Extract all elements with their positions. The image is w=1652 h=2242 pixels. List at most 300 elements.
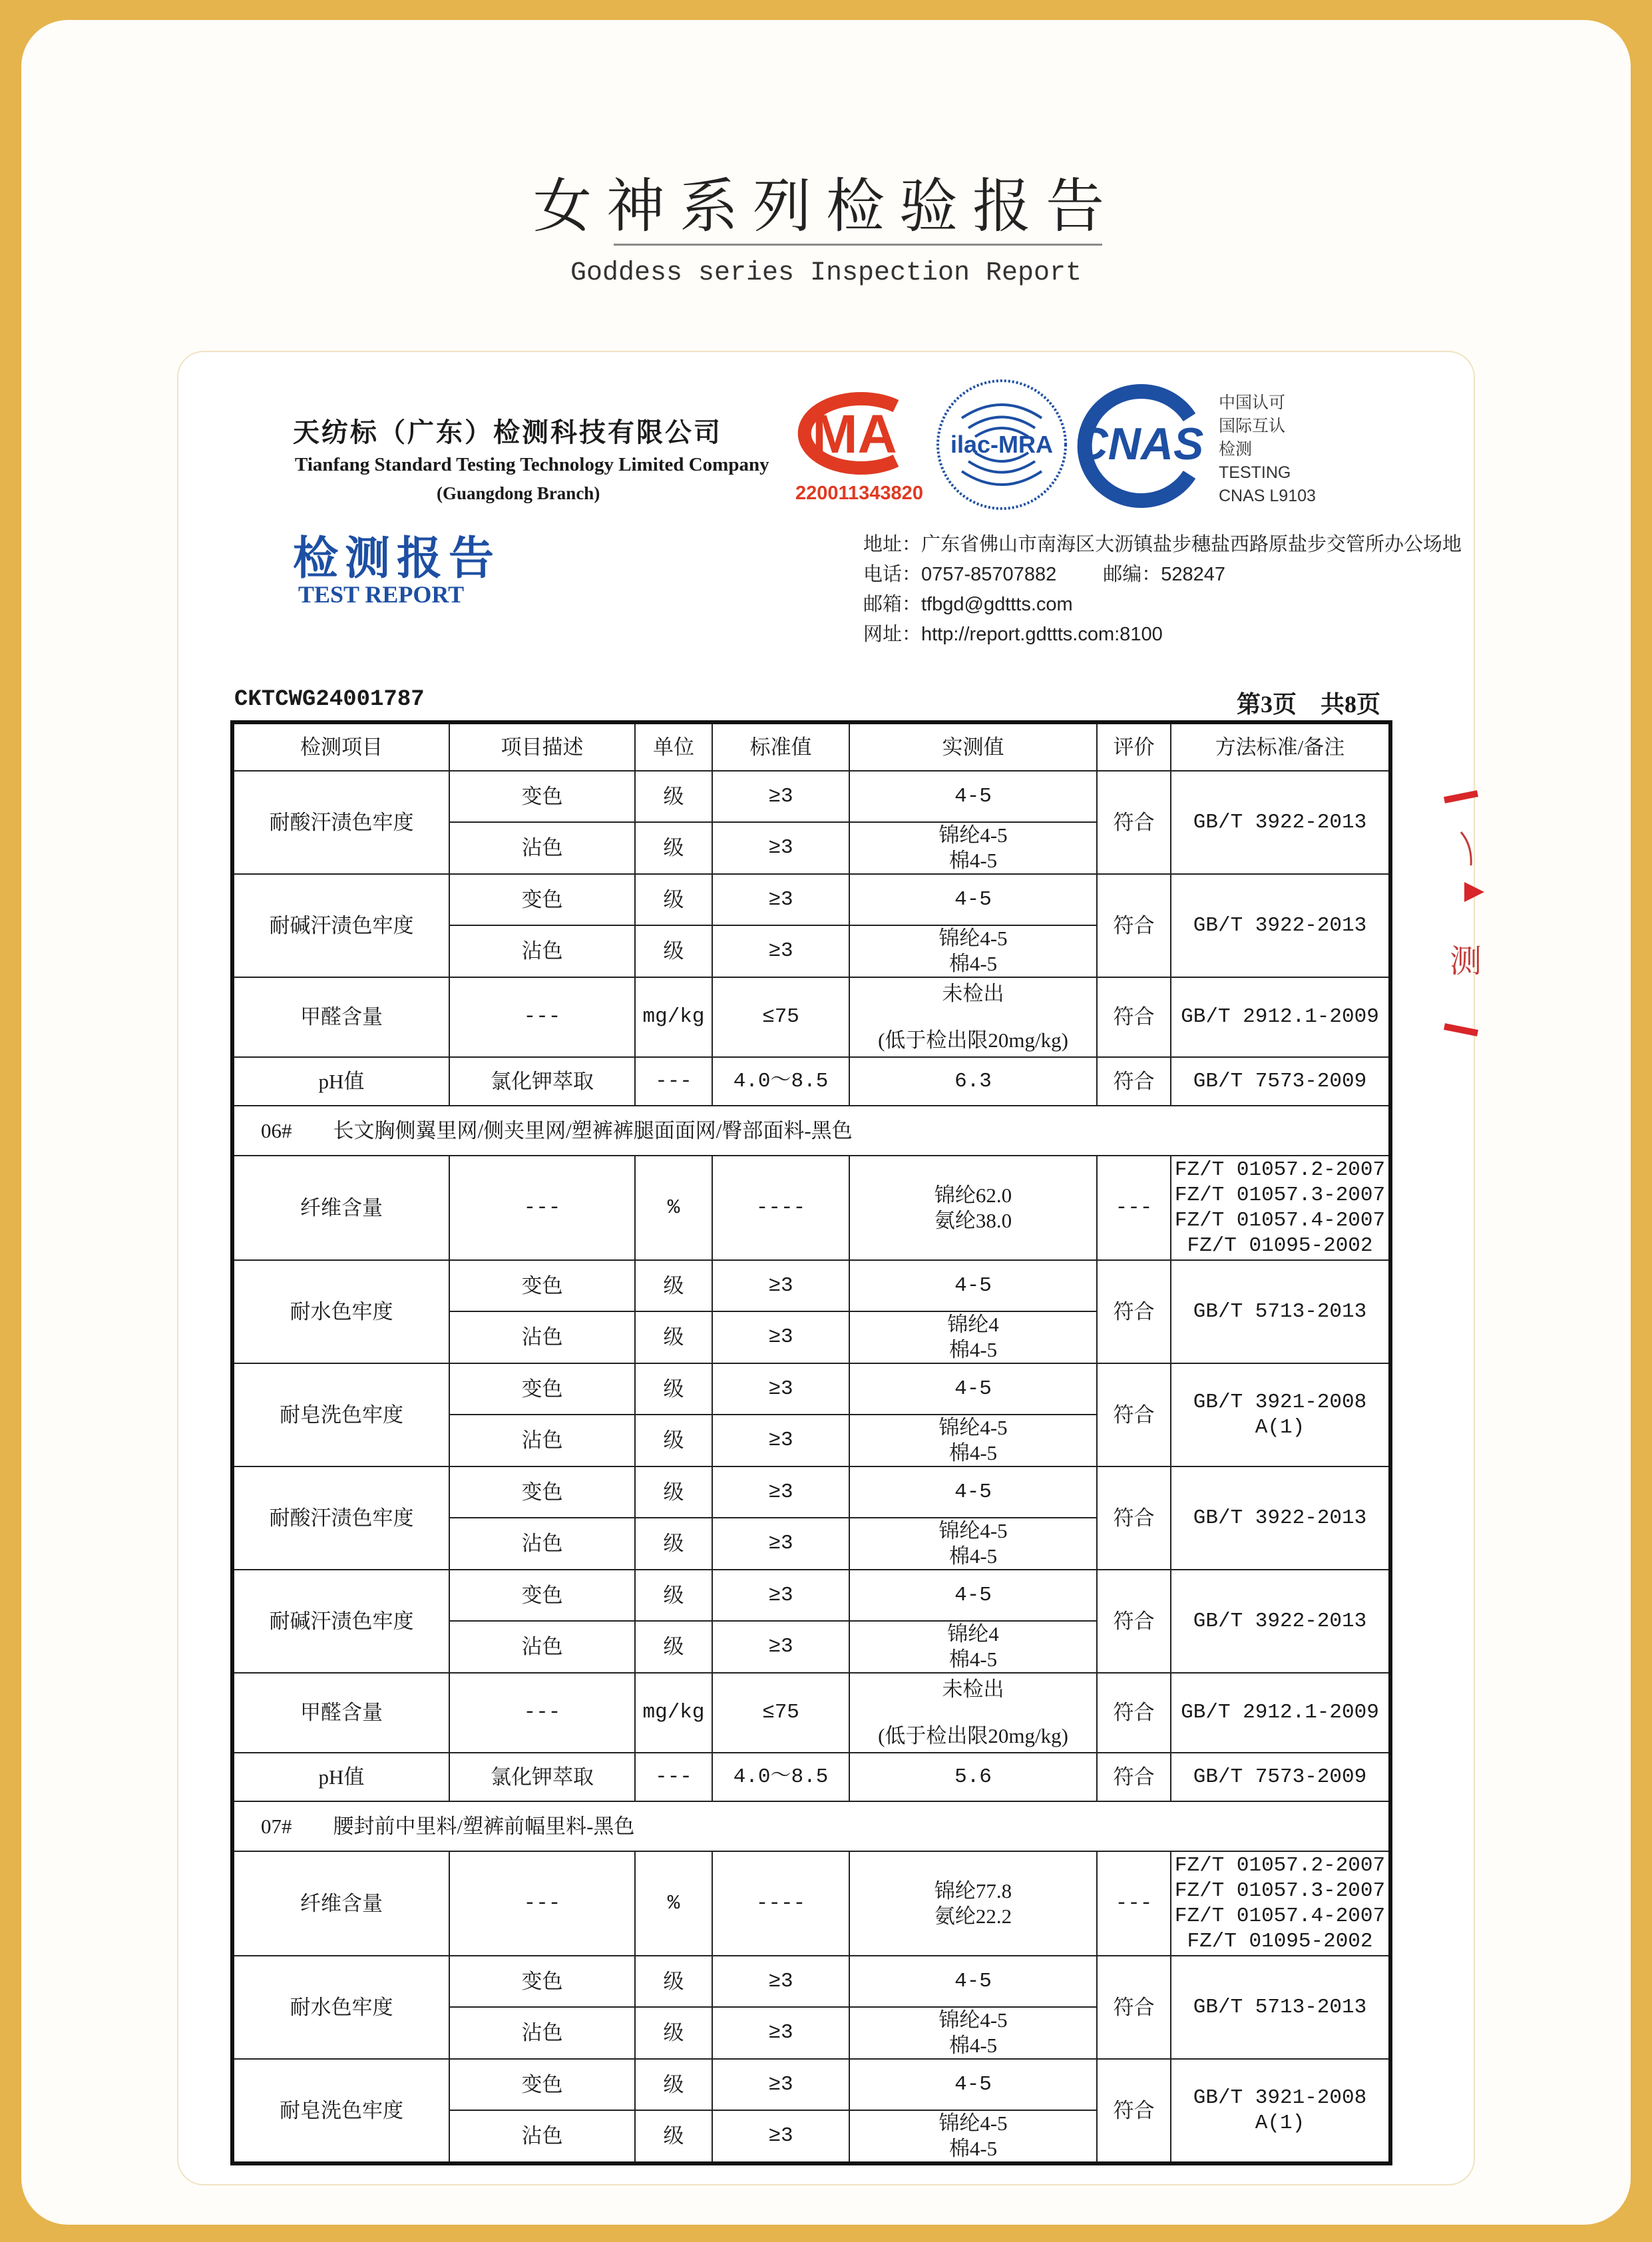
stamp-text: 测: [1450, 944, 1482, 979]
standard-value-line: ≥3: [768, 1583, 793, 1607]
column-header-line: 评价: [1113, 735, 1155, 759]
table-row: [232, 1057, 1390, 1106]
unit: [635, 925, 712, 977]
standard-value: [712, 925, 849, 977]
measured-value: [849, 1363, 1097, 1415]
measured-value-line: 棉4-5: [948, 1648, 998, 1671]
unit-line: 级: [663, 2021, 684, 2044]
unit: [635, 822, 712, 874]
evaluation-line: ---: [1115, 1891, 1153, 1915]
test-item-line: 耐皂洗色牢度: [280, 2098, 403, 2122]
evaluation-line: 符合: [1113, 1765, 1155, 1789]
ilac-logo-text: ilac-MRA: [950, 431, 1054, 458]
method-standard-line: GB/T 5713-2013: [1193, 1299, 1367, 1323]
table-row: [232, 1753, 1390, 1801]
method-standard: [1171, 1956, 1390, 2059]
method-standard: [1171, 1570, 1390, 1673]
measured-value-line: 5.6: [954, 1765, 992, 1789]
evaluation: [1097, 1466, 1171, 1570]
item-description-line: 沾色: [521, 1532, 563, 1555]
standard-value-line: ≥3: [768, 1969, 793, 1993]
standard-value: [712, 1621, 849, 1673]
item-description: [449, 1260, 635, 1311]
item-description: [449, 1363, 635, 1415]
item-description-line: 变色: [521, 784, 563, 808]
test-item: [232, 1851, 449, 1956]
standard-value: [712, 1851, 849, 1956]
unit: [635, 1311, 712, 1363]
item-description-line: 沾色: [521, 939, 563, 963]
unit: [635, 874, 712, 925]
unit-line: 级: [663, 784, 684, 808]
item-description: [449, 874, 635, 925]
column-header: [449, 722, 635, 771]
evaluation: [1097, 1363, 1171, 1466]
standard-value-line: ≤75: [762, 1701, 799, 1724]
measured-value-line: (低于检出限20mg/kg): [878, 1028, 1068, 1052]
measured-value-line: 棉4-5: [948, 2137, 998, 2160]
cnas-line: 中国认可: [1219, 393, 1286, 412]
item-description-line: 沾色: [521, 836, 563, 859]
measured-value-line: 棉4-5: [948, 2034, 998, 2057]
method-standard-line: GB/T 3921-2008: [1193, 2086, 1367, 2110]
cnas-line: TESTING: [1219, 463, 1291, 482]
unit-line: 级: [663, 2124, 684, 2147]
evaluation: [1097, 1570, 1171, 1673]
item-description: [449, 1156, 635, 1260]
unit: [635, 1415, 712, 1466]
measured-value-line: 锦纶4-5: [938, 1519, 1008, 1542]
unit-line: 级: [663, 2072, 684, 2096]
unit-line: mg/kg: [642, 1701, 705, 1724]
test-item: [232, 1057, 449, 1106]
evaluation-line: 符合: [1113, 1995, 1155, 2019]
unit-line: 级: [663, 1532, 684, 1555]
item-description: [449, 1570, 635, 1621]
measured-value: [849, 1851, 1097, 1956]
evaluation: [1097, 1673, 1171, 1753]
test-item-line: 耐水色牢度: [290, 1299, 393, 1323]
measured-value-line: 棉4-5: [948, 952, 998, 975]
item-description: [449, 771, 635, 822]
method-standard: [1171, 977, 1390, 1057]
evaluation-line: 符合: [1113, 1005, 1155, 1028]
unit: [635, 2007, 712, 2059]
item-description: [449, 2110, 635, 2163]
standard-value: [712, 2110, 849, 2163]
table-row: [232, 1106, 1390, 1156]
standard-value: [712, 1415, 849, 1466]
measured-value: [849, 1057, 1097, 1106]
item-description: [449, 2059, 635, 2110]
report-number: CKTCWG24001787: [234, 687, 425, 712]
unit: [635, 977, 712, 1057]
method-standard: [1171, 1851, 1390, 1956]
method-standard-line: GB/T 3922-2013: [1193, 913, 1367, 937]
measured-value-line: 4-5: [954, 1273, 992, 1297]
company-name-cn: 天纺标（广东）检测科技有限公司: [293, 417, 722, 447]
website: 网址：http://report.gdttts.com:8100: [863, 624, 1163, 645]
unit: [635, 1466, 712, 1518]
item-description-line: 沾色: [521, 1635, 563, 1658]
method-standard: [1171, 771, 1390, 874]
table-row: [232, 1363, 1390, 1415]
measured-value: [849, 2007, 1097, 2059]
standard-value: [712, 1260, 849, 1311]
test-item-line: 纤维含量: [300, 1196, 383, 1220]
standard-value: [712, 1570, 849, 1621]
measured-value-line: 锦纶4-5: [938, 823, 1008, 847]
standard-value-line: ≥3: [768, 1325, 793, 1349]
standard-value-line: 4.0～8.5: [733, 1069, 829, 1093]
evaluation: [1097, 1260, 1171, 1363]
measured-value: [849, 925, 1097, 977]
standard-value: [712, 977, 849, 1057]
item-description-line: 沾色: [521, 1325, 563, 1349]
standard-value-line: ≤75: [762, 1005, 799, 1028]
standard-value: [712, 822, 849, 874]
cnas-line: CNAS L9103: [1219, 487, 1316, 505]
standard-value: [712, 1956, 849, 2007]
test-item: [232, 1753, 449, 1801]
contact-block: [863, 530, 1462, 650]
test-item-line: 耐酸汗渍色牢度: [269, 810, 414, 834]
unit-line: 级: [663, 1273, 684, 1297]
measured-value: [849, 1518, 1097, 1570]
method-standard-line: FZ/T 01057.3-2007: [1174, 1183, 1386, 1207]
item-description: [449, 2007, 635, 2059]
unit: [635, 1363, 712, 1415]
unit-line: %: [667, 1196, 680, 1220]
column-header: [849, 722, 1097, 771]
table-row: [232, 1156, 1390, 1260]
cma-logo-text: MA: [812, 404, 897, 465]
evaluation-line: ---: [1115, 1196, 1153, 1220]
table-row: [232, 1673, 1390, 1753]
table-row: [232, 1851, 1390, 1956]
item-description: [449, 977, 635, 1057]
evaluation-line: 符合: [1113, 1506, 1155, 1530]
table-row: [232, 1466, 1390, 1518]
column-header: [1171, 722, 1390, 771]
evaluation-line: 符合: [1113, 1069, 1155, 1093]
measured-value: [849, 1260, 1097, 1311]
table-header-row: [232, 722, 1390, 771]
method-standard: [1171, 1466, 1390, 1570]
column-header: [232, 722, 449, 771]
measured-value-line: 锦纶4-5: [938, 2008, 1008, 2032]
standard-value: [712, 874, 849, 925]
standard-value: [712, 1311, 849, 1363]
standard-value-line: ----: [755, 1891, 806, 1915]
measured-value-line: 4-5: [954, 1377, 992, 1401]
test-item-line: pH值: [318, 1765, 365, 1789]
evaluation-line: 符合: [1113, 2098, 1155, 2122]
measured-value-line: 锦纶4-5: [938, 1416, 1008, 1439]
test-item-line: 耐碱汗渍色牢度: [269, 1609, 414, 1633]
measured-value-line: 锦纶4: [947, 1622, 999, 1646]
unit-line: 级: [663, 1429, 684, 1452]
method-standard-line: GB/T 2912.1-2009: [1181, 1701, 1379, 1724]
standard-value: [712, 1363, 849, 1415]
standard-value-line: 4.0～8.5: [733, 1765, 829, 1789]
standard-value-line: ----: [755, 1196, 806, 1220]
standard-value-line: ≥3: [768, 784, 793, 808]
unit: [635, 1156, 712, 1260]
test-item: [232, 1673, 449, 1753]
test-item-line: 耐皂洗色牢度: [280, 1403, 403, 1427]
unit: [635, 1851, 712, 1956]
cnas-logo-text: CNAS: [1075, 419, 1204, 469]
method-standard: [1171, 1057, 1390, 1106]
measured-value-line: 4-5: [954, 2072, 992, 2096]
method-standard: [1171, 1753, 1390, 1801]
test-item: [232, 1570, 449, 1673]
page-title: 女神系列检验报告: [532, 172, 1119, 240]
method-standard-line: FZ/T 01095-2002: [1187, 1929, 1373, 1953]
results-table: [230, 720, 1392, 2165]
unit-line: 级: [663, 1969, 684, 1993]
standard-value-line: ≥3: [768, 1480, 793, 1504]
measured-value: [849, 1311, 1097, 1363]
item-description: [449, 822, 635, 874]
method-standard-line: GB/T 3921-2008: [1193, 1390, 1367, 1414]
measured-value-line: 锦纶4-5: [938, 927, 1008, 950]
column-header: [712, 722, 849, 771]
method-standard-line: GB/T 3922-2013: [1193, 1506, 1367, 1530]
measured-value: [849, 977, 1097, 1057]
measured-value-line: 4-5: [954, 784, 992, 808]
evaluation: [1097, 1956, 1171, 2059]
report-title-en: TEST REPORT: [298, 581, 465, 608]
standard-value: [712, 1518, 849, 1570]
table-row: [232, 1956, 1390, 2007]
method-standard-line: FZ/T 01095-2002: [1187, 1233, 1373, 1257]
measured-value: [849, 822, 1097, 874]
standard-value: [712, 2059, 849, 2110]
standard-value-line: ≥3: [768, 836, 793, 859]
measured-value: [849, 1621, 1097, 1673]
test-item-line: 耐碱汗渍色牢度: [269, 913, 414, 937]
evaluation: [1097, 1156, 1171, 1260]
measured-value-line: 棉4-5: [948, 1338, 998, 1361]
test-item: [232, 1956, 449, 2059]
measured-value-line: 未检出: [942, 982, 1004, 1005]
test-item: [232, 1363, 449, 1466]
item-description-line: 变色: [521, 1377, 563, 1401]
unit-line: 级: [663, 1480, 684, 1504]
measured-value-line: 棉4-5: [948, 1441, 998, 1464]
unit-line: 级: [663, 836, 684, 859]
measured-value: [849, 771, 1097, 822]
standard-value-line: ≥3: [768, 1273, 793, 1297]
method-standard-line: GB/T 7573-2009: [1193, 1069, 1367, 1093]
ilac-mra-logo: [935, 378, 1068, 511]
item-description: [449, 1518, 635, 1570]
item-description: [449, 1673, 635, 1753]
evaluation: [1097, 771, 1171, 874]
standard-value: [712, 1673, 849, 1753]
standard-value-line: ≥3: [768, 2124, 793, 2147]
measured-value-line: 棉4-5: [948, 1544, 998, 1568]
method-standard-line: A(1): [1255, 1415, 1305, 1439]
item-description: [449, 1415, 635, 1466]
cnas-line: 国际互认: [1219, 417, 1286, 435]
test-item: [232, 874, 449, 977]
column-header: [1097, 722, 1171, 771]
table-row: [232, 1260, 1390, 1311]
standard-value: [712, 1466, 849, 1518]
method-standard-line: FZ/T 01057.2-2007: [1174, 1853, 1386, 1877]
method-standard-line: GB/T 3922-2013: [1193, 810, 1367, 834]
unit: [635, 1518, 712, 1570]
measured-value-line: 4-5: [954, 1969, 992, 1993]
unit: [635, 2110, 712, 2163]
item-description-line: 氯化钾萃取: [491, 1765, 594, 1789]
standard-value-line: ≥3: [768, 887, 793, 911]
column-header-line: 实测值: [942, 735, 1004, 759]
method-standard: [1171, 1673, 1390, 1753]
page-subtitle: Goddess series Inspection Report: [570, 258, 1082, 288]
item-description-line: ---: [523, 1701, 561, 1724]
title-divider: [614, 244, 1102, 246]
item-description: [449, 1057, 635, 1106]
item-description-line: 沾色: [521, 2021, 563, 2044]
standard-value: [712, 2007, 849, 2059]
method-standard-line: GB/T 3922-2013: [1193, 1609, 1367, 1633]
unit-line: 级: [663, 1325, 684, 1349]
page-indicator: 第3页 共8页: [1236, 691, 1380, 718]
column-header-line: 检测项目: [300, 735, 383, 759]
evaluation: [1097, 874, 1171, 977]
item-description-line: 沾色: [521, 1429, 563, 1452]
measured-value-line: 锦纶77.8: [934, 1879, 1012, 1903]
unit: [635, 1956, 712, 2007]
unit-line: 级: [663, 1635, 684, 1658]
method-standard-line: GB/T 7573-2009: [1193, 1765, 1367, 1789]
measured-value: [849, 874, 1097, 925]
unit-line: mg/kg: [642, 1005, 705, 1028]
table-row: [232, 977, 1390, 1057]
item-description: [449, 925, 635, 977]
measured-value-line: 氨纶38.0: [934, 1208, 1012, 1232]
standard-value-line: ≥3: [768, 1377, 793, 1401]
evaluation: [1097, 977, 1171, 1057]
test-item: [232, 1466, 449, 1570]
unit: [635, 1570, 712, 1621]
unit: [635, 771, 712, 822]
column-header-line: 单位: [653, 735, 694, 759]
standard-value-line: ≥3: [768, 2021, 793, 2044]
item-description: [449, 1851, 635, 1956]
unit-line: ---: [655, 1765, 692, 1789]
table-row: [232, 874, 1390, 925]
evaluation: [1097, 1753, 1171, 1801]
column-header-line: 标准值: [749, 735, 812, 759]
column-header-line: 项目描述: [501, 735, 584, 759]
test-item: [232, 1156, 449, 1260]
method-standard-line: FZ/T 01057.4-2007: [1174, 1904, 1386, 1928]
item-description-line: 变色: [521, 1583, 563, 1607]
standard-value-line: ≥3: [768, 1532, 793, 1555]
standard-value: [712, 1057, 849, 1106]
unit-line: ---: [655, 1069, 692, 1093]
cma-number: 220011343820: [795, 483, 923, 504]
red-stamp: [1431, 785, 1482, 1052]
postcode: 邮编：528247: [1103, 564, 1225, 585]
email: 邮箱：tfbgd@gdttts.com: [863, 594, 1073, 615]
item-description-line: ---: [523, 1005, 561, 1028]
evaluation-line: 符合: [1113, 810, 1155, 834]
standard-value: [712, 771, 849, 822]
column-header: [635, 722, 712, 771]
evaluation: [1097, 2059, 1171, 2163]
measured-value: [849, 1570, 1097, 1621]
method-standard: [1171, 1363, 1390, 1466]
test-item-line: 耐水色牢度: [290, 1995, 393, 2019]
measured-value: [849, 2059, 1097, 2110]
test-item-line: 甲醛含量: [300, 1005, 383, 1028]
company-branch: (Guangdong Branch): [437, 483, 600, 503]
test-item-line: 甲醛含量: [300, 1701, 383, 1724]
unit: [635, 1753, 712, 1801]
evaluation-line: 符合: [1113, 1403, 1155, 1427]
unit: [635, 2059, 712, 2110]
test-item: [232, 771, 449, 874]
phone: 电话：0757-85707882: [863, 564, 1057, 585]
measured-value-line: 锦纶4: [947, 1313, 999, 1336]
evaluation-line: 符合: [1113, 1609, 1155, 1633]
unit-line: 级: [663, 939, 684, 963]
item-description: [449, 1753, 635, 1801]
table-row: [232, 771, 1390, 822]
method-standard: [1171, 2059, 1390, 2163]
item-description: [449, 1621, 635, 1673]
measured-value-line: 4-5: [954, 1480, 992, 1504]
evaluation-line: 符合: [1113, 913, 1155, 937]
company-name-en: Tianfang Standard Testing Technology Limited Company: [295, 454, 769, 475]
measured-value: [849, 1415, 1097, 1466]
method-standard-line: A(1): [1255, 2111, 1305, 2135]
measured-value-line: 锦纶4-5: [938, 2112, 1008, 2135]
address: 地址：广东省佛山市南海区大沥镇盐步穗盐西路原盐步交管所办公场地: [863, 534, 1462, 555]
method-standard-line: FZ/T 01057.2-2007: [1174, 1158, 1386, 1182]
evaluation-line: 符合: [1113, 1299, 1155, 1323]
column-header-line: 方法标准/备注: [1215, 735, 1345, 759]
method-standard-line: FZ/T 01057.3-2007: [1174, 1879, 1386, 1903]
unit: [635, 1057, 712, 1106]
standard-value-line: ≥3: [768, 1429, 793, 1452]
method-standard-line: FZ/T 01057.4-2007: [1174, 1208, 1386, 1232]
cnas-logo: [1073, 387, 1206, 505]
method-standard: [1171, 1260, 1390, 1363]
table-row: [232, 2059, 1390, 2110]
measured-value: [849, 2110, 1097, 2163]
test-item-line: 纤维含量: [300, 1891, 383, 1915]
measured-value: [849, 1466, 1097, 1518]
unit-line: 级: [663, 1377, 684, 1401]
unit-line: 级: [663, 1583, 684, 1607]
method-standard: [1171, 874, 1390, 977]
table-row: [232, 1570, 1390, 1621]
measured-value-line: 氨纶22.2: [934, 1904, 1012, 1928]
measured-value: [849, 1673, 1097, 1753]
evaluation: [1097, 1851, 1171, 1956]
evaluation: [1097, 1057, 1171, 1106]
test-item-line: pH值: [318, 1069, 365, 1093]
item-description-line: 变色: [521, 2072, 563, 2096]
standard-value-line: ≥3: [768, 2072, 793, 2096]
